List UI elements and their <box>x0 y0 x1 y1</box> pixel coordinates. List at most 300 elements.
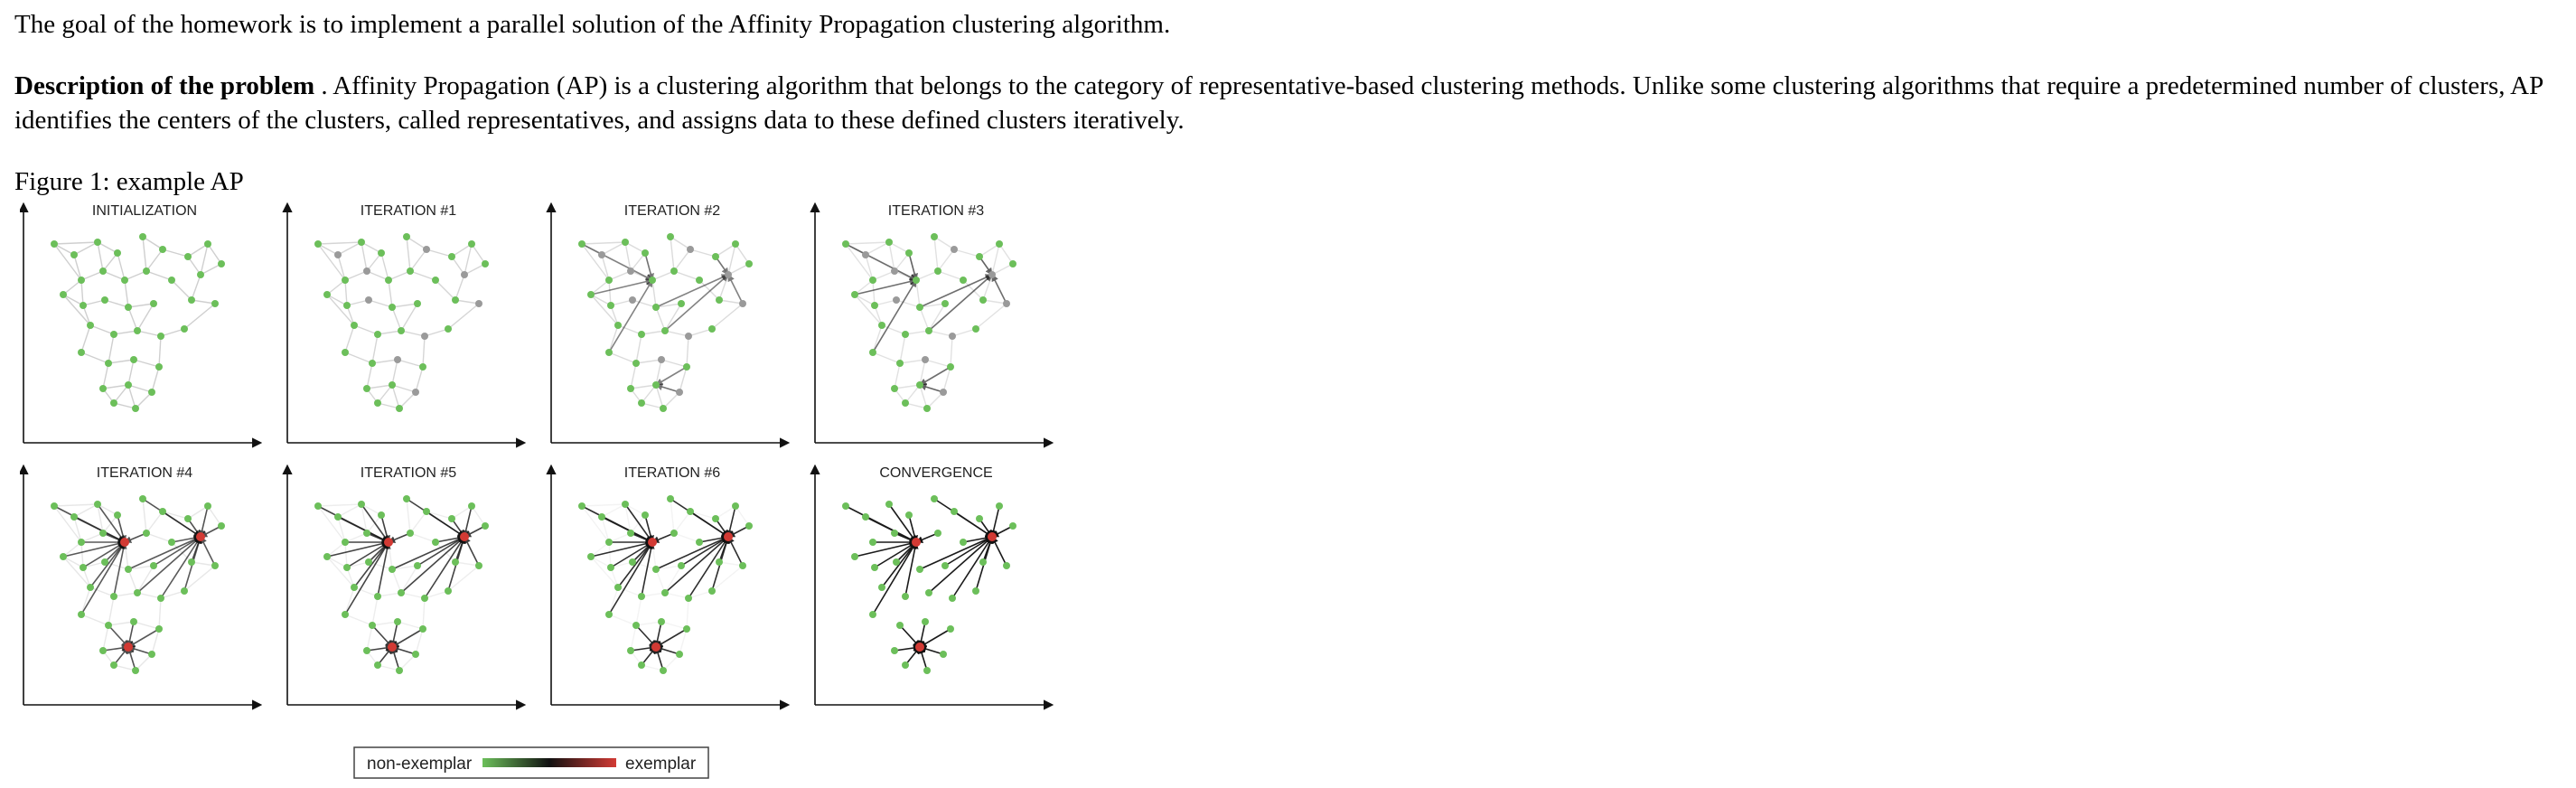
data-point <box>363 647 370 654</box>
data-point <box>184 515 192 522</box>
network-edge <box>416 367 423 392</box>
data-point <box>716 296 723 304</box>
data-point <box>394 356 401 363</box>
panel-title: ITERATION #3 <box>887 203 985 219</box>
data-point <box>878 322 885 329</box>
network-edge <box>318 244 345 280</box>
network-edge <box>690 249 716 257</box>
exemplar-arrow <box>163 511 201 537</box>
network-edge <box>401 331 425 336</box>
data-point <box>461 271 468 278</box>
data-point <box>80 302 87 309</box>
data-point <box>60 553 67 560</box>
network-edge <box>381 253 389 280</box>
network-edge <box>591 295 618 325</box>
data-point <box>181 325 188 333</box>
network-edge <box>423 598 425 629</box>
data-point <box>960 277 967 284</box>
panel-2 <box>287 203 524 443</box>
data-point <box>99 267 107 275</box>
data-point <box>343 302 351 309</box>
description-body: . Affinity Propagation (AP) is a clustering algorithm that belongs to the category of representative-based clustering methods. Unlike some clustering algorithms that require a predetermined number of clusters, AP identifies the centers of the clusters, called representatives, and assigns data to these defined clusters iteratively. <box>14 71 2543 135</box>
data-point <box>708 325 716 333</box>
exemplar-point <box>651 643 660 652</box>
data-point <box>482 522 489 530</box>
data-point <box>696 539 703 546</box>
data-point <box>134 327 141 334</box>
data-point <box>605 349 613 356</box>
data-point <box>87 584 94 591</box>
data-point <box>632 622 640 629</box>
data-point <box>696 277 703 284</box>
data-point <box>452 558 459 566</box>
exemplar-arrow <box>920 629 951 647</box>
data-point <box>685 595 692 602</box>
network-edge <box>345 280 347 305</box>
data-point <box>87 322 94 329</box>
exemplar-arrow <box>992 506 999 537</box>
network-edge <box>602 242 625 255</box>
network-edge <box>392 304 417 307</box>
data-point <box>732 502 739 510</box>
data-point <box>389 381 396 389</box>
data-point <box>605 539 613 546</box>
network-edge <box>665 593 688 598</box>
panel-title: CONVERGENCE <box>879 465 993 481</box>
panel-8 <box>815 465 1052 705</box>
data-point <box>211 300 219 307</box>
network-edge <box>345 614 372 625</box>
network-edge <box>372 334 378 363</box>
network-edge <box>687 336 688 367</box>
exemplar-arrow <box>609 280 652 352</box>
network-edge <box>90 325 114 334</box>
description-title: Description of the problem <box>14 71 315 100</box>
exemplar-point <box>988 532 997 541</box>
network-edge <box>609 614 636 625</box>
data-point <box>896 360 904 367</box>
network-edge <box>345 325 354 352</box>
data-point <box>885 239 893 246</box>
network-edge <box>159 598 161 629</box>
network-edge <box>128 360 134 385</box>
data-point <box>851 553 858 560</box>
data-point <box>342 539 349 546</box>
data-point <box>605 277 613 284</box>
data-point <box>685 333 692 340</box>
network-edge <box>63 295 90 325</box>
data-point <box>947 363 954 371</box>
data-point <box>902 593 909 600</box>
data-point <box>638 593 645 600</box>
network-edge <box>372 360 398 363</box>
data-point <box>396 667 403 674</box>
data-point <box>365 296 372 304</box>
data-point <box>578 502 585 510</box>
network-edge <box>426 249 452 257</box>
exemplar-point <box>460 532 469 541</box>
data-point <box>396 405 403 412</box>
network-edge <box>661 360 687 367</box>
network-edge <box>895 385 920 389</box>
data-point <box>923 667 931 674</box>
data-point <box>902 661 909 669</box>
data-point <box>902 331 909 338</box>
network-edge <box>920 385 927 408</box>
network-edge <box>954 249 979 257</box>
data-point <box>627 385 634 392</box>
data-point <box>629 296 636 304</box>
network-edge <box>674 511 690 533</box>
network-edge <box>128 307 137 331</box>
data-point <box>658 356 665 363</box>
data-point <box>891 530 898 537</box>
data-point <box>940 389 947 396</box>
data-point <box>374 593 381 600</box>
data-point <box>951 246 958 253</box>
network-edge <box>423 336 425 367</box>
network-edge <box>90 587 114 596</box>
exemplar-arrow <box>873 280 916 352</box>
data-point <box>374 331 381 338</box>
data-point <box>105 360 112 367</box>
data-point <box>342 349 349 356</box>
data-point <box>110 331 117 338</box>
data-point <box>155 625 163 633</box>
data-point <box>197 271 204 278</box>
network-edge <box>128 385 152 392</box>
network-edge <box>392 385 416 392</box>
data-point <box>587 291 595 298</box>
exemplar-arrow <box>728 275 743 304</box>
network-edge <box>392 569 401 593</box>
data-point <box>114 249 121 257</box>
data-point <box>468 502 475 510</box>
network-edge <box>929 331 952 336</box>
network-edge <box>361 242 367 271</box>
data-point <box>683 363 690 371</box>
data-point <box>110 593 117 600</box>
data-point <box>374 399 381 407</box>
network-edge <box>591 557 618 587</box>
data-point <box>412 389 419 396</box>
data-point <box>949 595 956 602</box>
data-point <box>125 304 132 311</box>
network-edge <box>652 280 656 307</box>
network-edge <box>602 504 625 517</box>
data-point <box>148 389 155 396</box>
exemplar-point <box>388 643 397 652</box>
network-edge <box>916 280 920 307</box>
data-point <box>976 515 983 522</box>
network-edge <box>895 363 900 389</box>
data-point <box>869 611 876 618</box>
network-edge <box>372 622 398 625</box>
network-edge <box>74 242 98 255</box>
data-point <box>218 522 225 530</box>
data-point <box>412 651 419 658</box>
data-point <box>979 296 987 304</box>
network-edge <box>448 566 479 591</box>
network-edge <box>882 325 905 334</box>
network-edge <box>401 566 417 593</box>
network-edge <box>54 242 98 244</box>
data-point <box>916 304 923 311</box>
data-point <box>652 566 660 573</box>
data-point <box>667 495 674 502</box>
data-point <box>614 322 622 329</box>
data-point <box>725 271 732 278</box>
network-edge <box>712 304 743 329</box>
data-point <box>660 405 667 412</box>
data-point <box>323 553 331 560</box>
network-edge <box>98 242 103 271</box>
network-edge <box>318 504 361 506</box>
data-point <box>394 618 401 625</box>
network-edge <box>609 280 611 305</box>
network-edge <box>134 360 159 367</box>
data-point <box>931 495 938 502</box>
network-edge <box>900 360 925 363</box>
data-point <box>658 618 665 625</box>
data-point <box>905 249 913 257</box>
data-point <box>670 530 678 537</box>
data-point <box>869 349 876 356</box>
data-point <box>739 300 746 307</box>
network-edge <box>398 360 423 367</box>
data-point <box>1009 260 1016 267</box>
data-point <box>712 253 719 260</box>
network-edge <box>372 596 378 625</box>
data-point <box>972 587 979 595</box>
panel-6 <box>287 465 524 705</box>
data-point <box>99 530 107 537</box>
network-edge <box>425 329 448 336</box>
exemplar-arrow <box>992 537 1007 566</box>
network-edge <box>146 533 172 542</box>
data-point <box>101 558 108 566</box>
network-edge <box>192 275 201 300</box>
network-edge <box>665 331 688 336</box>
network-edge <box>665 304 681 331</box>
exemplar-point <box>724 532 733 541</box>
panel-5 <box>23 465 260 705</box>
network-edge <box>609 352 636 363</box>
network-edge <box>631 385 656 389</box>
data-point <box>414 562 421 569</box>
data-point <box>614 584 622 591</box>
data-point <box>94 239 101 246</box>
data-point <box>1003 300 1010 307</box>
exemplar-arrow <box>846 244 916 280</box>
data-point <box>660 667 667 674</box>
data-point <box>363 530 370 537</box>
data-point <box>398 589 405 596</box>
data-point <box>157 333 164 340</box>
exemplar-arrow <box>656 385 679 392</box>
exemplar-arrow <box>582 244 652 280</box>
data-point <box>716 558 723 566</box>
data-point <box>598 513 605 521</box>
data-point <box>891 267 898 275</box>
network-edge <box>636 596 642 625</box>
data-point <box>168 277 175 284</box>
data-point <box>739 562 746 569</box>
data-point <box>947 625 954 633</box>
data-point <box>893 558 900 566</box>
network-edge <box>146 511 163 533</box>
data-point <box>923 405 931 412</box>
network-edge <box>410 249 426 271</box>
data-point <box>708 587 716 595</box>
data-point <box>482 260 489 267</box>
network-edge <box>920 307 929 331</box>
network-edge <box>81 542 83 568</box>
data-point <box>358 239 365 246</box>
data-point <box>132 667 139 674</box>
network-edge <box>338 242 361 255</box>
data-point <box>363 385 370 392</box>
network-edge <box>172 280 192 300</box>
network-edge <box>925 360 951 367</box>
network-edge <box>327 295 354 325</box>
data-point <box>922 618 929 625</box>
data-point <box>605 611 613 618</box>
data-point <box>99 385 107 392</box>
data-point <box>949 333 956 340</box>
exemplar-arrow <box>426 511 464 537</box>
network-edge <box>618 587 642 596</box>
network-edge <box>410 533 436 542</box>
panel-7 <box>551 465 788 705</box>
network-edge <box>161 329 184 336</box>
network-edge <box>674 533 699 542</box>
data-point <box>60 291 67 298</box>
network-edge <box>976 304 1007 329</box>
data-point <box>148 651 155 658</box>
data-point <box>334 513 342 521</box>
data-point <box>598 251 605 258</box>
panel-1 <box>23 203 260 443</box>
exemplar-arrow <box>690 511 728 537</box>
network-edge <box>345 352 372 363</box>
data-point <box>403 495 410 502</box>
data-point <box>891 647 898 654</box>
exemplar-arrow <box>728 537 743 566</box>
network-edge <box>74 504 98 517</box>
data-point <box>475 300 482 307</box>
data-point <box>607 302 614 309</box>
network-edge <box>117 253 125 280</box>
data-point <box>159 508 166 515</box>
data-point <box>369 622 376 629</box>
exemplar-point <box>912 538 921 547</box>
network-edge <box>81 352 108 363</box>
data-point <box>78 277 85 284</box>
network-edge <box>636 360 661 363</box>
network-edge <box>656 569 665 593</box>
data-point <box>323 291 331 298</box>
data-point <box>99 647 107 654</box>
network-edge <box>54 506 81 542</box>
panel-title: ITERATION #4 <box>96 465 193 481</box>
data-point <box>110 399 117 407</box>
data-point <box>159 246 166 253</box>
panel-4 <box>815 203 1052 443</box>
network-edge <box>866 242 889 255</box>
panel-title: ITERATION #2 <box>623 203 721 219</box>
data-point <box>976 253 983 260</box>
data-point <box>150 300 157 307</box>
data-point <box>732 240 739 248</box>
data-point <box>905 511 913 519</box>
data-point <box>587 553 595 560</box>
legend-label-exemplar: exemplar <box>625 755 697 774</box>
data-point <box>913 277 920 284</box>
data-point <box>676 651 683 658</box>
data-point <box>940 651 947 658</box>
network-edge <box>354 325 378 334</box>
data-point <box>80 564 87 571</box>
data-point <box>676 389 683 396</box>
network-edge <box>631 625 636 651</box>
data-point <box>475 562 482 569</box>
network-edge <box>656 307 665 331</box>
data-point <box>678 562 685 569</box>
data-point <box>139 233 146 240</box>
data-point <box>114 511 121 519</box>
data-point <box>407 530 414 537</box>
data-point <box>996 240 1003 248</box>
network-edge <box>618 325 642 334</box>
data-point <box>143 267 150 275</box>
data-point <box>157 595 164 602</box>
data-point <box>110 661 117 669</box>
network-edge <box>952 329 976 336</box>
data-point <box>155 363 163 371</box>
data-point <box>51 502 58 510</box>
network-edge <box>392 385 399 408</box>
network-edge <box>401 593 425 598</box>
network-edge <box>128 569 137 593</box>
data-point <box>448 515 455 522</box>
data-point <box>869 277 876 284</box>
data-point <box>642 249 649 257</box>
network-edge <box>455 275 464 300</box>
data-point <box>862 251 869 258</box>
data-point <box>445 587 452 595</box>
ap-figure <box>20 201 1104 788</box>
data-point <box>627 267 634 275</box>
data-point <box>960 539 967 546</box>
data-point <box>893 296 900 304</box>
network-edge <box>448 304 479 329</box>
data-point <box>941 562 949 569</box>
network-edge <box>656 385 663 408</box>
network-edge <box>81 280 83 305</box>
data-point <box>622 501 629 508</box>
data-point <box>642 511 649 519</box>
network-edge <box>63 557 90 587</box>
data-point <box>130 356 137 363</box>
data-point <box>638 331 645 338</box>
data-point <box>902 399 909 407</box>
data-point <box>878 584 885 591</box>
exemplar-point <box>196 532 205 541</box>
network-edge <box>609 542 611 568</box>
network-edge <box>159 336 161 367</box>
data-point <box>139 495 146 502</box>
